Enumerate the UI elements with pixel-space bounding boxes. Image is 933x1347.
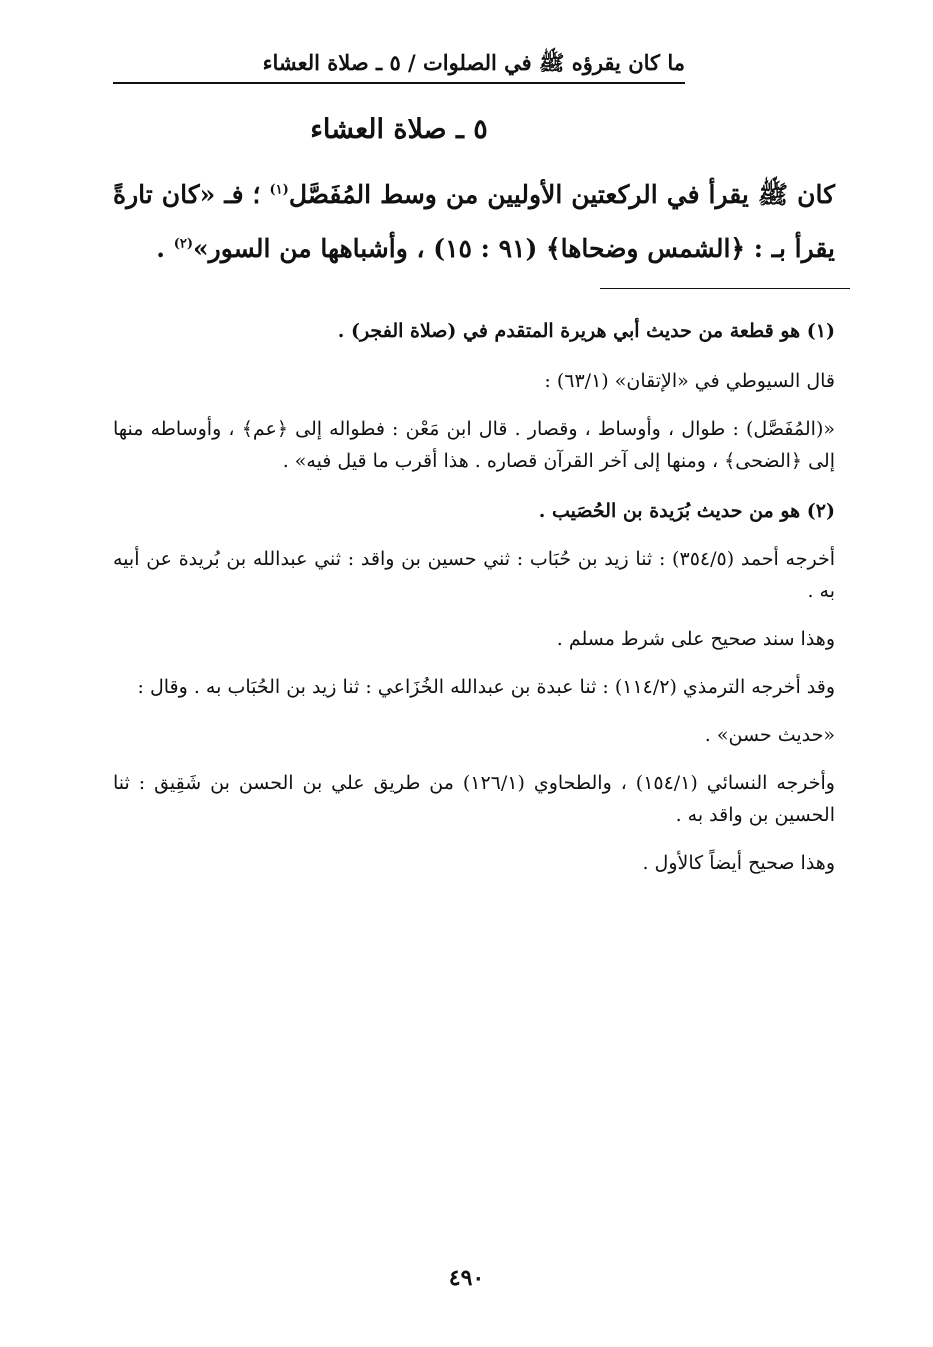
footnote-fn2-line6: وأخرجه النسائي (١٥٤/١) ، والطحاوي (١٢٦/١) من طريق علي بن الحسن بن شَقِيق : ثنا الحسين بن واقد به . [113,772,835,826]
footnote-fn1-line1: (١) هو قطعة من حديث أبي هريرة المتقدم في (صلاة الفجر) . [337,320,835,342]
footnote-fn2-line3: وهذا سند صحيح على شرط مسلم . [556,628,835,650]
footnote-fn2-line5: «حديث حسن» . [704,724,835,746]
header-rule [113,82,685,84]
footnote-fn2-line1: (٢) هو من حديث بُرَيدة بن الحُصَيب . [538,500,835,522]
footnote-fn2-line4: وقد أخرجه الترمذي (١١٤/٢) : ثنا عبدة بن عبدالله الخُزَاعي : ثنا زيد بن الحُبَاب به . وقال : [137,676,835,698]
footnote-rule [600,288,850,289]
page-number: ٤٩٠ [448,1265,485,1291]
footnote-fn2-line2: أخرجه أحمد (٣٥٤/٥) : ثنا زيد بن حُبَاب : ثني حسين بن واقد : ثني عبدالله بن بُريدة عن أبيه به . [113,548,835,602]
main-paragraph [113,168,835,276]
footnote-fn1-line2: قال السيوطي في «الإتقان» (٦٣/١) : [544,370,835,392]
main-text-part1: كان ﷺ يقرأ في الركعتين الأوليين من وسط المُفَصَّل [288,180,835,209]
footnote-fn2-line7: وهذا صحيح أيضاً كالأول . [642,852,835,874]
footnote-ref-1: (١) [269,182,289,198]
running-head: ما كان يقرؤه ﷺ في الصلوات / ٥ ـ صلاة العشاء [262,50,685,75]
section-title: ٥ ـ صلاة العشاء [310,114,488,145]
footnote-ref-2: (٢) [173,236,194,252]
footnotes [113,315,835,879]
footnote-fn1-line3: «(المُفَصَّل) : طوال ، وأوساط ، وقصار . قال ابن مَعْن : فطواله إلى ﴿عم﴾ ، وأوساطه منها إلى ﴿الضحى﴾ ، ومنها إلى آخر القرآن قصاره . هذا أقرب ما قيل فيه» . [113,418,835,472]
main-text-part3: . [156,234,174,263]
main-text-part2: ؛ فـ «كان تارةً يقرأ بـ : ﴿الشمس وضحاها﴾ (٩١ : ١٥) ، وأشباهها من السور» [113,180,835,263]
